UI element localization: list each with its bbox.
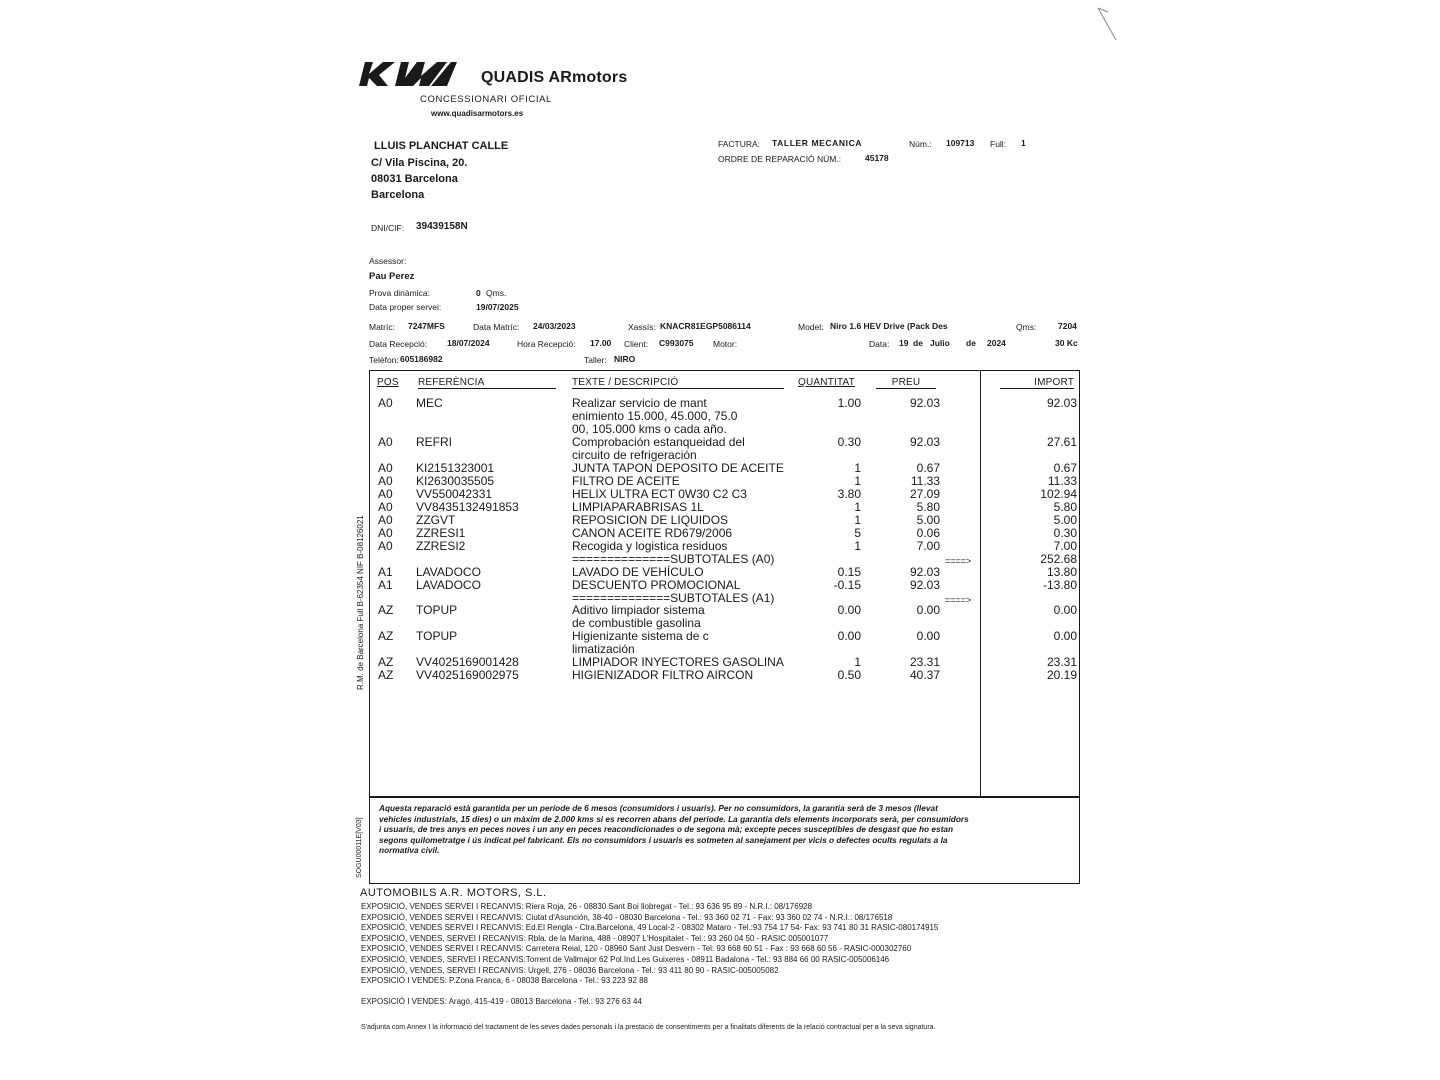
row-price: 0.67 xyxy=(916,461,940,475)
doc-code: SOGU00011E[V03] xyxy=(356,817,363,878)
header-quantitat: QUANTITAT xyxy=(798,377,855,388)
row-price: 0.00 xyxy=(916,629,940,643)
row-pos: AZ xyxy=(378,603,394,617)
row-total: 23.31 xyxy=(1046,655,1077,669)
row-qty: 0.00 xyxy=(837,603,861,617)
dealer-name: QUADIS ARmotors xyxy=(481,69,628,86)
row-desc: Aditivo limpiador sistema de combustible gasolina xyxy=(572,603,705,630)
factura-value: TALLER MECANICA xyxy=(772,138,863,148)
qms-label: Qms: xyxy=(1016,322,1037,332)
row-ref: KI2630035505 xyxy=(416,474,495,488)
data-month: Julio xyxy=(930,338,950,348)
footer-extra: EXPOSICIÓ I VENDES: Aragó, 415-419 - 08013 Barcelona - Tel.: 93 276 63 44 xyxy=(361,997,642,1006)
data-recepcio-value: 18/07/2024 xyxy=(447,338,490,348)
dni-label: DNI/CIF: xyxy=(371,223,405,233)
telefon-value: 605186982 xyxy=(400,354,443,364)
row-total: 5.00 xyxy=(1053,513,1077,527)
row-ref: TOPUP xyxy=(416,603,458,617)
row-pos: A0 xyxy=(378,539,393,553)
row-ref: VV4025169002975 xyxy=(416,668,519,682)
row-total: 11.33 xyxy=(1047,474,1077,488)
row-desc: LAVADO DE VEHÍCULO xyxy=(572,565,704,579)
row-pos: A0 xyxy=(378,474,393,488)
row-qty: -0.15 xyxy=(833,578,861,592)
data-matric-value: 24/03/2023 xyxy=(533,321,576,331)
dni-value: 39439158N xyxy=(416,221,468,232)
row-qty: 1 xyxy=(854,655,861,669)
footer-address-line: EXPOSICIÓ, VENDES SERVEI I RECANVIS: Ciutat d'Asunción, 38-40 - 08030 Barcelona - Tel.: 93 360 02 71 - Fax: 93 360 02 74 - N.R.I.: 08/176518 xyxy=(361,912,893,922)
row-qty: 1 xyxy=(854,539,861,553)
dealer-subtitle: CONCESSIONARI OFICIAL xyxy=(420,94,552,105)
row-total: 0.00 xyxy=(1053,629,1077,643)
client-city: 08031 Barcelona xyxy=(371,173,458,185)
row-desc: ==============SUBTOTALES (A0) xyxy=(572,552,775,566)
row-price: 40.37 xyxy=(909,668,940,682)
row-ref: LAVADOCO xyxy=(416,578,481,592)
prova-label: Prova dinàmica: xyxy=(369,288,430,298)
data-de1: de xyxy=(913,338,923,348)
model-label: Model: xyxy=(798,322,824,332)
dealer-website: www.quadisarmotors.es xyxy=(431,109,524,118)
row-price: 0.06 xyxy=(916,526,940,540)
model-value: Niro 1.6 HEV Drive (Pack Des xyxy=(830,321,948,331)
row-pos: A0 xyxy=(378,487,393,501)
footer-address-line: EXPOSICIÓ, VENDES, SERVEI I RECANVIS:Torrent de Vallmajor 62 Pol.Ind.Les Guixeres - 08911 Badalona - Tel.: 93 884 66 00 RASIC-005006146 xyxy=(361,955,890,964)
row-pos: AZ xyxy=(378,629,394,643)
qms-value: 7204 xyxy=(1058,321,1077,331)
data-proper-label: Data proper servei: xyxy=(369,302,442,312)
row-arrow: ====> xyxy=(945,556,972,566)
ref-code: 30 Kc xyxy=(1055,338,1078,348)
scan-mark xyxy=(1090,4,1130,44)
num-value: 109713 xyxy=(946,138,975,148)
client-name: LLUIS PLANCHAT CALLE xyxy=(374,140,509,152)
header-import: IMPORT xyxy=(1000,377,1074,389)
header-texte: TEXTE / DESCRIPCIÓ xyxy=(572,377,784,389)
data-day: 19 xyxy=(899,338,909,348)
data-de2: de xyxy=(966,338,976,348)
row-total: 13.80 xyxy=(1046,565,1077,579)
client-province: Barcelona xyxy=(371,189,425,201)
row-qty: 1 xyxy=(854,500,861,514)
row-total: 5.80 xyxy=(1053,500,1077,514)
full-value: 1 xyxy=(1021,138,1026,148)
row-price: 92.03 xyxy=(909,565,940,579)
row-desc: HIGIENIZADOR FILTRO AIRCON xyxy=(572,668,754,682)
row-pos: A1 xyxy=(378,578,393,592)
row-ref: VV4025169001428 xyxy=(416,655,519,669)
row-ref: VV8435132491853 xyxy=(416,500,519,514)
row-desc: Higienizante sistema de c limatización xyxy=(572,629,709,656)
data-matric-label: Data Matríc: xyxy=(473,322,520,332)
row-ref: REFRI xyxy=(416,435,452,449)
row-pos: A0 xyxy=(378,513,393,527)
row-desc: ==============SUBTOTALES (A1) xyxy=(572,591,775,605)
ordre-value: 45178 xyxy=(865,153,889,163)
row-desc: LIMPIADOR INYECTORES GASOLINA xyxy=(572,655,784,669)
row-pos: AZ xyxy=(378,668,394,682)
row-ref: MEC xyxy=(416,396,443,410)
row-price: 7.00 xyxy=(916,539,940,553)
row-qty: 5 xyxy=(854,526,861,540)
guarantee-text: Aquesta reparació està garantida per un període de 6 mesos (consumidors i usuaris). Per no consumidors, la garantia serà de 3 mesos (llevat vehicles industrials, 15 dies) o un màxim de 2.000 kms si es recorren abans del període. La garantia dels elements incorporats serà, per consumidors i usuaris, de tres anys en peces noves i un any en peces reacondicionades o de segona mà; excepte peces susceptibles de desgast que ho estan segons quilometratge i ús indicat pel fabricant. Els no consumidors i usuaris es sotmeten al sanejament per vicis o defectes ocults regulats a la normativa civil. xyxy=(379,803,969,855)
row-qty: 0.15 xyxy=(837,565,861,579)
footer-address-line: EXPOSICIÓ, VENDES SERVEI I RECANVIS: Riera Roja, 26 - 08830 Sant Boi llobregat - Tel.: 93 636 95 89 - N.R.I.: 08/176928 xyxy=(361,902,813,911)
company-name: AUTOMOBILS A.R. MOTORS, S.L. xyxy=(360,887,547,899)
row-ref: LAVADOCO xyxy=(416,565,481,579)
row-ref: ZZRESI2 xyxy=(416,539,466,553)
footer-address-line: EXPOSICIÓ, VENDES, SERVEI I RECANVIS: Urgell, 276 - 08036 Barcelona - Tel.: 93 411 80 90 - RASIC-005005082 xyxy=(361,965,779,975)
motor-label: Motor: xyxy=(713,339,738,349)
row-pos: A0 xyxy=(378,526,393,540)
client-code-label: Client: xyxy=(624,339,649,349)
row-ref: VV550042331 xyxy=(416,487,493,501)
ordre-label: ORDRE DE REPARACIÓ NÚM.: xyxy=(718,154,842,164)
row-total: 0.67 xyxy=(1053,461,1077,475)
row-total: 0.30 xyxy=(1053,526,1077,540)
row-desc: FILTRO DE ACEITE xyxy=(572,474,680,488)
full-label: Full: xyxy=(990,139,1007,149)
row-total: 92.03 xyxy=(1046,396,1077,410)
privacy-note: S'adjunta com Annex I la informació del tractament de les seves dades personals i la prestació de consentiments per a finalitats diferents de la relació contractual per a la seva signatura. xyxy=(361,1024,936,1031)
footer-address-line: EXPOSICIÓ I VENDES: P.Zona Franca, 6 - 08038 Barcelona - Tel.: 93 223 92 88 xyxy=(361,976,648,986)
row-total: 252.68 xyxy=(1040,552,1077,566)
row-pos: A0 xyxy=(378,461,393,475)
hora-recepcio-value: 17.00 xyxy=(590,338,612,348)
footer-address-line: EXPOSICIÓ, VENDES SERVEI I RECANVIS: Ed.El Rengla - Ctra.Barcelona, 49 Local-2 - 08302 Mataro - Tel.:93 754 17 54- Fax: 93 741 80 31 RASIC-080174915 xyxy=(361,923,939,933)
xassis-label: Xassís: xyxy=(628,322,656,332)
row-price: 0.00 xyxy=(916,603,940,617)
row-qty: 3.80 xyxy=(837,487,861,501)
matricula-label: Matríc: xyxy=(369,322,395,332)
row-total: 27.61 xyxy=(1046,435,1077,449)
assessor-label: Assessor: xyxy=(369,256,407,266)
row-qty: 1 xyxy=(854,461,861,475)
telefon-label: Telèfon: xyxy=(369,355,399,365)
xassis-value: KNACR81EGP5086114 xyxy=(660,321,751,331)
row-total: 20.19 xyxy=(1046,668,1077,682)
registry-text: R.M. de Barcelona Full B-62354 NIF B-08126021 xyxy=(356,515,365,690)
row-ref: TOPUP xyxy=(416,629,458,643)
header-preu: PREU xyxy=(876,377,936,389)
row-price: 92.03 xyxy=(909,578,940,592)
row-qty: 0.50 xyxy=(837,668,861,682)
row-ref: ZZGVT xyxy=(416,513,456,527)
row-pos: A1 xyxy=(378,565,393,579)
data-recepcio-label: Data Recepció: xyxy=(369,339,428,349)
prova-unit: Qms. xyxy=(486,288,507,298)
assessor-value: Pau Perez xyxy=(369,271,415,282)
taller-label: Taller: xyxy=(584,355,607,365)
row-pos: A0 xyxy=(378,396,393,410)
prova-value: 0 xyxy=(476,288,481,298)
row-desc: JUNTA TAPON DEPOSITO DE ACEITE xyxy=(572,461,784,475)
row-desc: Comprobación estanqueidad del circuito de refrigeración xyxy=(572,435,745,462)
row-qty: 0.00 xyxy=(837,629,861,643)
row-desc: Recogida y logistica residuos xyxy=(572,539,728,553)
data-year: 2024 xyxy=(987,338,1006,348)
row-desc: LIMPIAPARABRISAS 1L xyxy=(572,500,704,514)
row-qty: 1.00 xyxy=(837,396,861,410)
row-pos: A0 xyxy=(378,500,393,514)
row-total: 0.00 xyxy=(1053,603,1077,617)
taller-value: NIRO xyxy=(614,354,636,364)
row-pos: A0 xyxy=(378,435,393,449)
row-total: 7.00 xyxy=(1053,539,1077,553)
client-code-value: C993075 xyxy=(659,338,694,348)
header-referencia: REFERÈNCIA xyxy=(418,377,556,389)
matricula-value: 7247MFS xyxy=(408,321,445,331)
row-price: 23.31 xyxy=(909,655,940,669)
factura-label: FACTURA: xyxy=(718,139,761,149)
row-total: 102.94 xyxy=(1040,487,1077,501)
row-price: 92.03 xyxy=(909,435,940,449)
row-ref: KI2151323001 xyxy=(416,461,495,475)
kia-logo xyxy=(355,58,459,88)
row-arrow: ====> xyxy=(945,595,972,605)
row-qty: 0.30 xyxy=(837,435,861,449)
row-desc: DESCUENTO PROMOCIONAL xyxy=(572,578,741,592)
row-qty: 1 xyxy=(854,474,861,488)
hora-recepcio-label: Hora Recepció: xyxy=(517,339,576,349)
row-desc: REPOSICION DE LIQUIDOS xyxy=(572,513,729,527)
data-label: Data: xyxy=(869,339,890,349)
data-proper-value: 19/07/2025 xyxy=(476,302,519,312)
footer-address-line: EXPOSICIÓ, VENDES, SERVEI I RECANVIS: Rbla. de la Marina, 488 - 08907 L'Hospitalet - Tel.: 93 260 04 50 - RASIC 005001077 xyxy=(361,933,829,943)
row-pos: AZ xyxy=(378,655,394,669)
row-qty: 1 xyxy=(854,513,861,527)
row-desc: Realizar servicio de mant enimiento 15.000, 45.000, 75.0 00, 105.000 kms o cada año. xyxy=(572,396,738,436)
row-total: -13.80 xyxy=(1042,578,1077,592)
client-street: C/ Vila Piscina, 20. xyxy=(371,157,468,169)
footer-address-line: EXPOSICIÓ, VENDES SERVEI I RECANVIS: Carretera Reial, 120 - 08960 Sant Just Desvern - Tel: 93 668 60 51 - Fax : 93 668 60 56 - RASIC-000302760 xyxy=(361,944,912,954)
num-label: Núm.: xyxy=(909,139,932,149)
row-price: 5.00 xyxy=(916,513,940,527)
row-ref: ZZRESI1 xyxy=(416,526,466,540)
row-desc: CANON ACEITE RD679/2006 xyxy=(572,526,733,540)
row-price: 11.33 xyxy=(910,474,940,488)
row-desc: HELIX ULTRA ECT 0W30 C2 C3 xyxy=(572,487,747,501)
import-column-divider xyxy=(980,370,981,797)
row-price: 92.03 xyxy=(909,396,940,410)
header-pos: POS xyxy=(377,377,399,388)
row-price: 5.80 xyxy=(916,500,940,514)
row-price: 27.09 xyxy=(909,487,940,501)
